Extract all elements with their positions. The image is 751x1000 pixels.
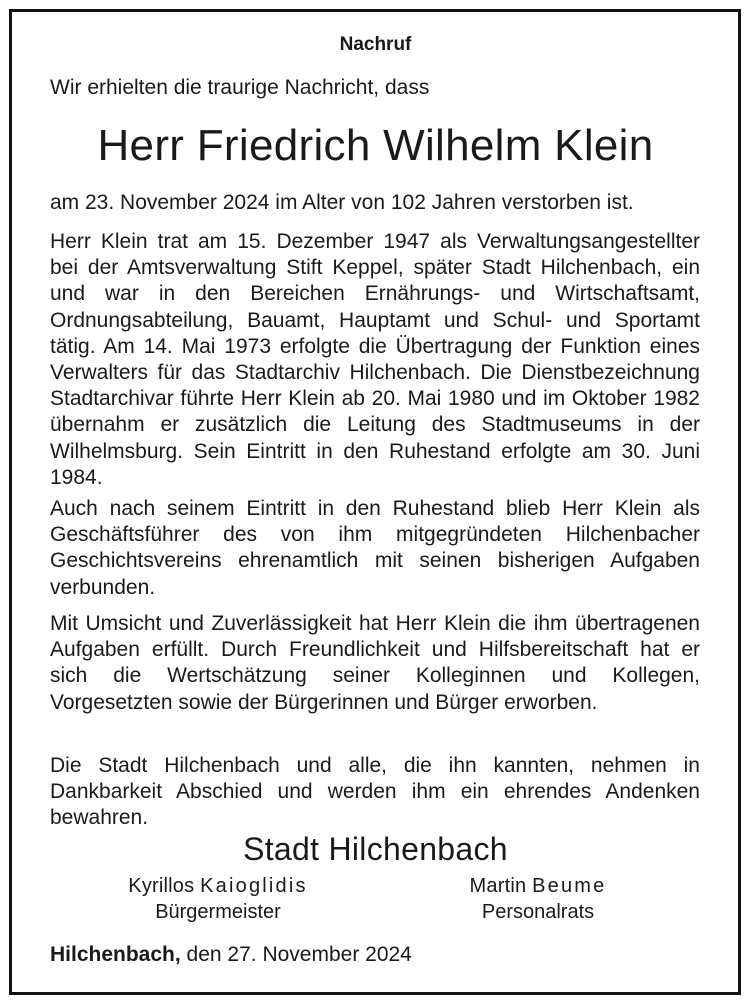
footer-place: Hilchenbach, <box>50 943 181 966</box>
paragraph-death-date: am 23. November 2024 im Alter von 102 Jahren verstorben ist. <box>50 191 634 214</box>
paragraph-farewell: Die Stadt Hilchenbach und alle, die ihn kannten, nehmen in Dankbarkeit Abschied und werden ihm ein ehrendes Andenken bewahren. <box>50 754 700 830</box>
intro-line: Wir erhielten die traurige Nachricht, dass <box>50 76 430 99</box>
organization-name: Stadt Hilchenbach <box>243 831 508 867</box>
paragraph-appreciation: Mit Umsicht und Zuverlässigkeit hat Herr Klein die ihm übertragenen Aufgaben erfüllt. Durch Freundlichkeit und Hilfsbereitschaft hat er sich die Wertschätzung seiner Kolleginnen und Kollegen, Vorgesetzten sowie der Bürgerinnen und Bürger erworben. <box>50 612 700 714</box>
signatory-last-name: Beume <box>532 875 607 897</box>
footer-date: den 27. November 2024 <box>186 943 412 966</box>
place-date-line <box>50 943 412 967</box>
signatory-name-council <box>428 875 648 898</box>
signatory-role-mayor: Bürgermeister <box>155 901 281 923</box>
signatory-first-name: Kyrillos <box>128 875 195 897</box>
signatory-last-name: Kaioglidis <box>200 875 308 897</box>
signatory-name-mayor <box>108 875 328 898</box>
signatory-first-name: Martin <box>469 875 527 897</box>
notice-heading: Nachruf <box>339 34 412 55</box>
deceased-name: Herr Friedrich Wilhelm Klein <box>97 121 654 170</box>
signatory-role-council: Personalrats <box>481 901 595 923</box>
paragraph-career: Herr Klein trat am 15. Dezember 1947 als Verwaltungsangestellter bei der Amtsverwaltung Stift Keppel, später Stadt Hilchenbach, ein und war in den Bereichen Ernährungs- und Wirtschaftsamt, Ordnungsabteilung, Bauamt, Hauptamt und Schul- und Sportamt tätig. Am 14. Mai 1973 erfolgte die Übertragung der Funktion eines Verwalters für das Stadtarchiv Hilchenbach. Die Dienstbezeichnung Stadtarchivar führte Herr Klein ab 20. Mai 1980 und im Oktober 1982 übernahm er zusätzlich die Leitung des Stadtmuseums in der Wilhelmsburg. Sein Eintritt in den Ruhestand erfolgte am 30. Juni 1984. <box>50 230 700 489</box>
paragraph-retirement: Auch nach seinem Eintritt in den Ruhestand blieb Herr Klein als Geschäftsführer des von ihm mitgegründeten Hilchenbacher Geschichtsvereins ehrenamtlich mit seinen bisherigen Aufgaben verbunden. <box>50 497 700 599</box>
